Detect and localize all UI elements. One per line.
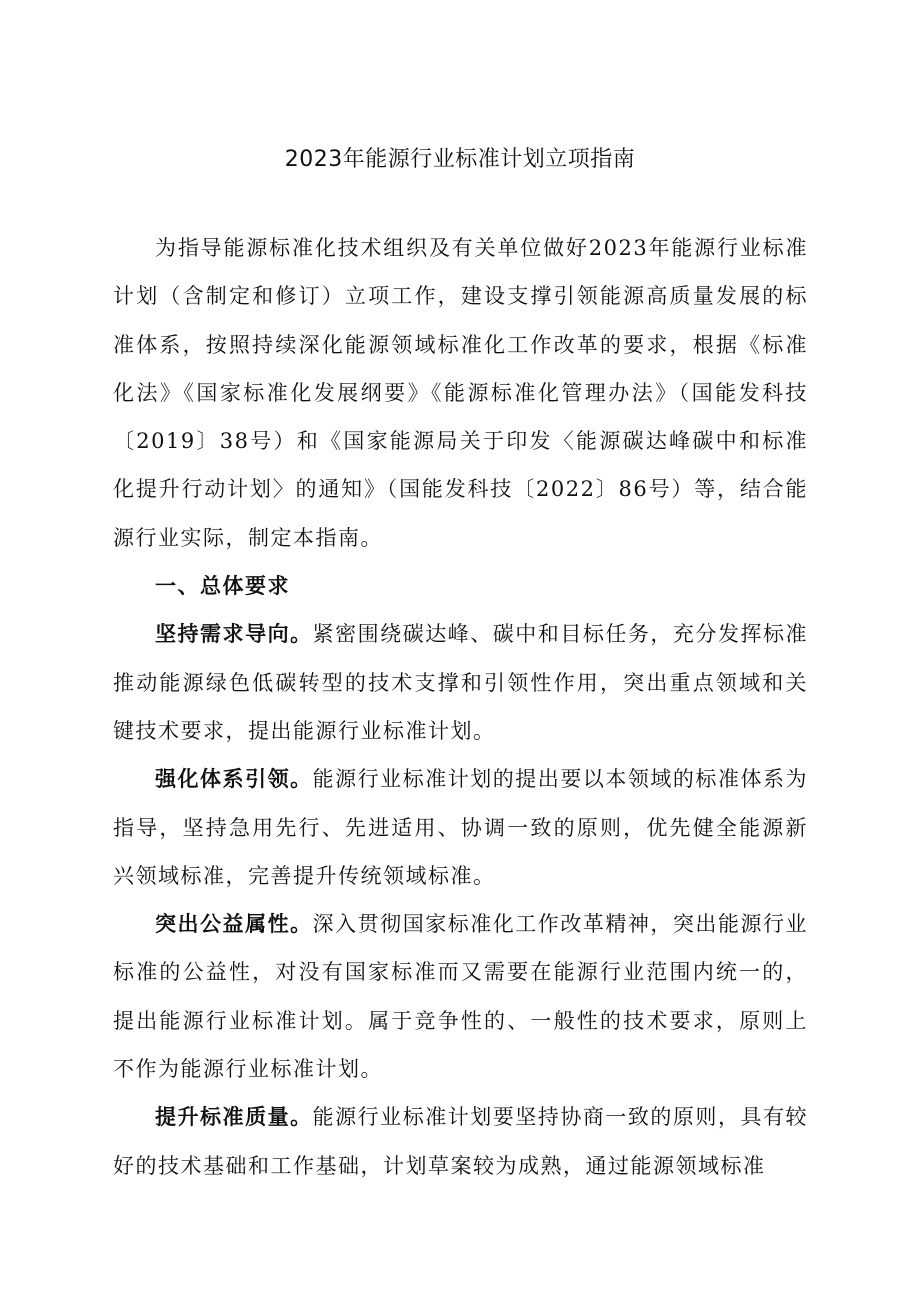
requirement-paragraph-public-interest <box>113 900 808 1093</box>
document-body <box>113 224 808 1190</box>
requirement-paragraph-quality <box>113 1093 808 1190</box>
document-title: 2023年能源行业标准计划立项指南 <box>284 147 636 172</box>
requirement-lead: 提升标准质量。 <box>155 1105 313 1130</box>
requirement-text: 能源行业标准计划要坚持协商一致的原则，具有较好的技术基础和工作基础，计划草案较为成熟，通过能源领域标准 <box>113 1105 808 1178</box>
requirement-text: 能源行业标准计划的提出要以本领域的标准体系为指导，坚持急用先行、先进适用、协调一致的原则，优先健全能源新兴领域标准，完善提升传统领域标准。 <box>113 767 808 888</box>
requirement-lead: 强化体系引领。 <box>155 767 313 792</box>
requirement-text: 紧密围绕碳达峰、碳中和目标任务，充分发挥标准推动能源绿色低碳转型的技术支撑和引领性作用，突出重点领域和关键技术要求，提出能源行业标准计划。 <box>113 622 808 743</box>
requirement-paragraph-system-guidance <box>113 755 808 900</box>
intro-paragraph: 为指导能源标准化技术组织及有关单位做好2023年能源行业标准计划（含制定和修订）立项工作，建设支撑引领能源高质量发展的标准体系，按照持续深化能源领域标准化工作改革的要求，根据《标准化法》《国家标准化发展纲要》《能源标准化管理办法》（国能发科技〔2019〕38号）和《国家能源局关于印发〈能源碳达峰碳中和标准化提升行动计划〉的通知》（国能发科技〔2022〕86号）等，结合能源行业实际，制定本指南。 <box>113 236 808 550</box>
requirement-lead: 突出公益属性。 <box>155 912 313 937</box>
requirement-lead: 坚持需求导向。 <box>155 622 313 647</box>
requirement-text: 深入贯彻国家标准化工作改革精神，突出能源行业标准的公益性，对没有国家标准而又需要在能源行业范围内统一的，提出能源行业标准计划。属于竞争性的、一般性的技术要求，原则上不作为能源行业标准计划。 <box>113 912 808 1082</box>
requirement-paragraph-demand-oriented <box>113 610 808 755</box>
section-heading-general-requirements: 一、总体要求 <box>155 574 290 599</box>
